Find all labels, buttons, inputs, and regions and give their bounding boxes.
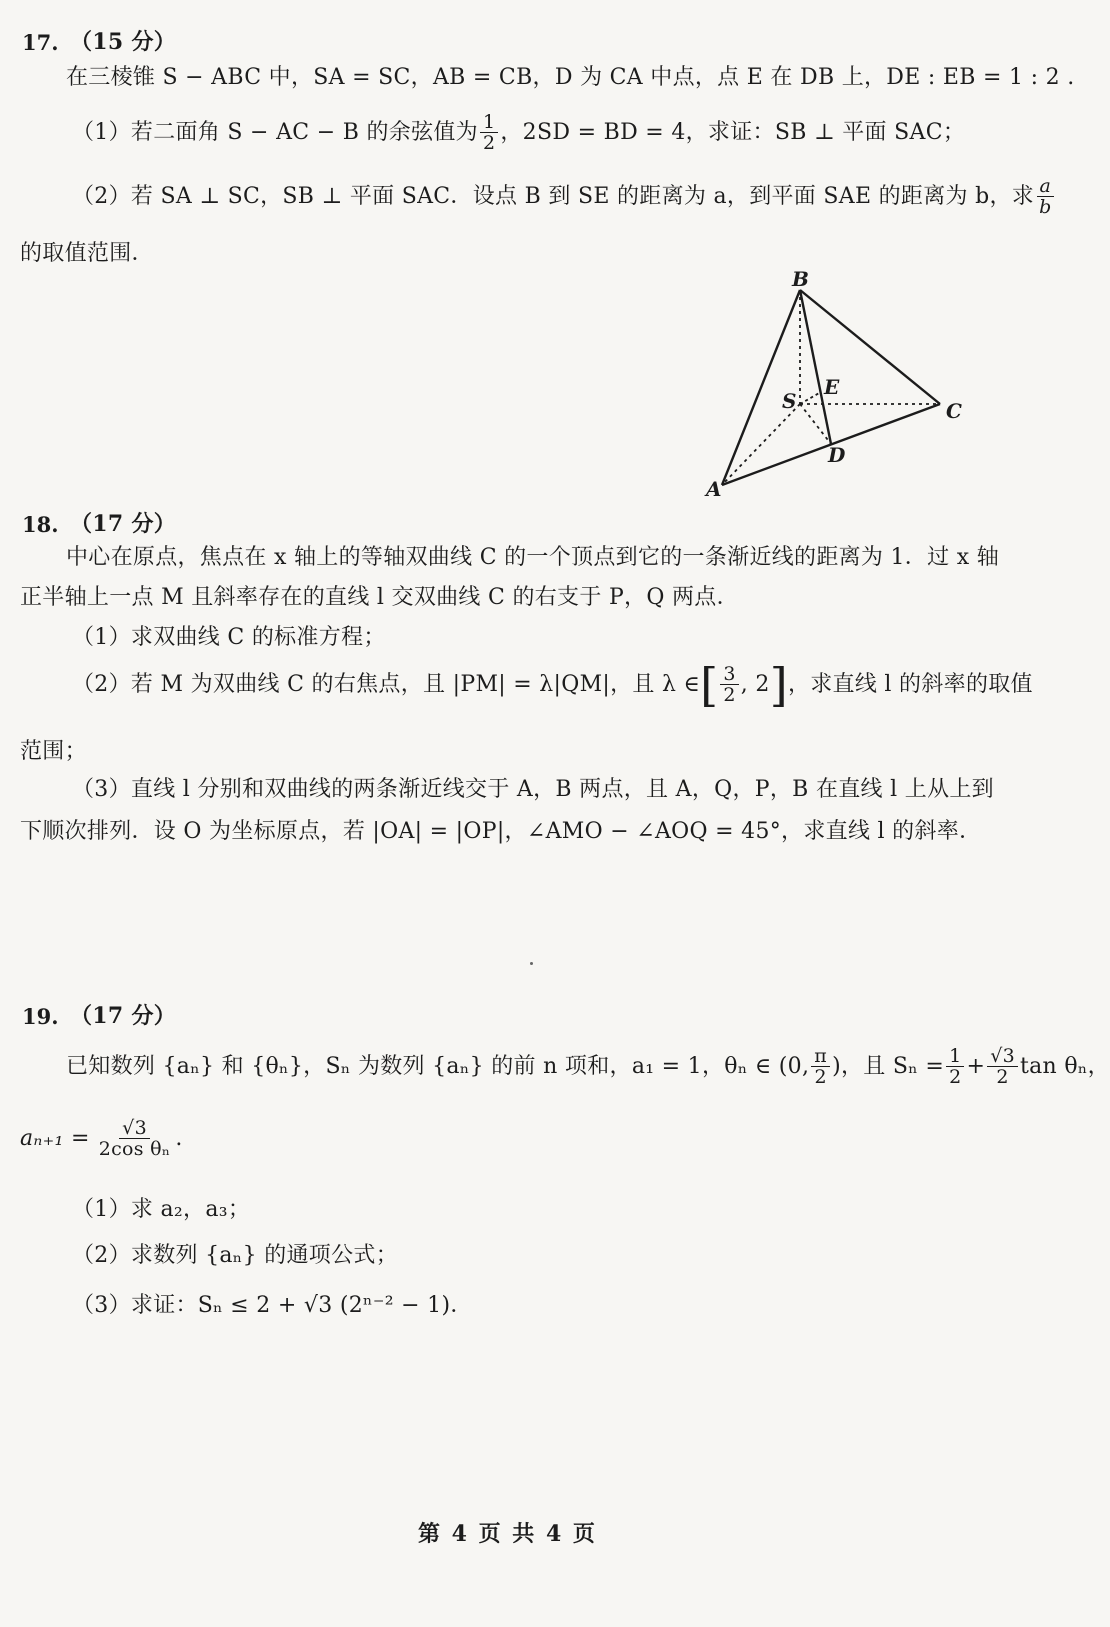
- q17-number: 17.: [22, 30, 59, 55]
- q18-part3-line2: 下顺次排列．设 O 为坐标原点，若 |OA| = |OP|，∠AMO − ∠AOQ = 45°，求直线 l 的斜率．: [20, 819, 982, 844]
- q19-number: 19.: [22, 1004, 59, 1029]
- q18-part2-frac-top: 3: [720, 664, 738, 685]
- q17-part1-text-b: ，2SD = BD = 4，求证：SB ⊥ 平面 SAC；: [500, 119, 966, 145]
- q19-rec-fraction: [96, 1118, 174, 1159]
- q18-stem-line2: 正半轴上一点 M 且斜率存在的直线 l 交双曲线 C 的右支于 P，Q 两点．: [20, 585, 739, 610]
- q18-part2: [72, 657, 1033, 712]
- q19-part1: （1）求 a₂，a₃；: [72, 1197, 251, 1222]
- q18-part2-text-b: , 2: [740, 671, 770, 697]
- q19-score: （17 分）: [70, 1003, 177, 1029]
- q18-part2-fraction: [720, 664, 738, 705]
- label-e: E: [824, 375, 840, 399]
- q19-frac3-top: √3: [987, 1046, 1018, 1067]
- edge-bc: [800, 290, 940, 404]
- q17-part2-frac-bot: b: [1039, 196, 1052, 218]
- label-b: B: [792, 267, 809, 291]
- q17-score: （15 分）: [70, 29, 177, 55]
- edge-se: [800, 392, 821, 404]
- q17-part2-text-b: 的取值范围．: [20, 241, 154, 266]
- q19-stem-frac-half: [946, 1046, 964, 1087]
- tetrahedron-figure: [690, 268, 990, 504]
- q18-part2-text-a: （2）若 M 为双曲线 C 的右焦点，且 |PM| = λ|QM|，且 λ ∈: [72, 671, 701, 697]
- q19-stem: [66, 1046, 1110, 1087]
- q19-frac3-bot: 2: [996, 1066, 1009, 1088]
- q19-rec-top: √3: [119, 1118, 150, 1139]
- q17-part2-fraction: [1036, 176, 1054, 217]
- q19-frac2-top: 1: [946, 1046, 964, 1067]
- q19-stem-text-b: )，且 Sₙ =: [832, 1053, 945, 1079]
- label-d: D: [828, 443, 846, 467]
- q18-part2-frac-bot: 2: [723, 684, 736, 706]
- q19-stem-frac-pi: [811, 1046, 830, 1087]
- q17-part2: [72, 176, 1057, 217]
- q19-rec-lhs: aₙ₊₁ =: [20, 1125, 90, 1151]
- q19-frac1-top: π: [811, 1046, 830, 1067]
- scan-speck: [530, 962, 533, 965]
- edge-ab: [722, 290, 800, 485]
- label-s: S: [782, 389, 797, 413]
- q17-part1-frac-top: 1: [480, 112, 498, 133]
- q18-right-bracket: ]: [769, 657, 788, 712]
- q17-part1-frac-bot: 2: [482, 132, 496, 154]
- q19-frac1-bot: 2: [814, 1066, 827, 1088]
- edge-bd: [800, 290, 831, 444]
- q19-recurrence: [20, 1118, 183, 1159]
- page-footer: 第 4 页 共 4 页: [418, 1521, 597, 1547]
- q18-number: 18.: [22, 512, 59, 537]
- q19-part2: （2）求数列 {aₙ} 的通项公式；: [72, 1243, 399, 1268]
- q18-left-bracket: [: [700, 657, 719, 712]
- q19-stem-text-a: 已知数列 {aₙ} 和 {θₙ}，Sₙ 为数列 {aₙ} 的前 n 项和，a₁ = 1，θₙ ∈ (0,: [66, 1053, 810, 1079]
- q17-part1-fraction: [480, 112, 498, 153]
- q18-score: （17 分）: [70, 511, 177, 537]
- q17-part1-text-a: （1）若二面角 S − AC − B 的余弦值为: [72, 119, 478, 145]
- q19-rec-end: .: [175, 1125, 183, 1151]
- q17-part1: [72, 112, 965, 153]
- q18-part1: （1）求双曲线 C 的标准方程；: [72, 625, 386, 650]
- q18-part3-line1: （3）直线 l 分别和双曲线的两条渐近线交于 A，B 两点，且 A，Q，P，B 在直线 l 上从上到: [72, 777, 994, 802]
- q17-stem: 在三棱锥 S − ABC 中，SA = SC，AB = CB，D 为 CA 中点，点 E 在 DB 上，DE : EB = 1 : 2 .: [66, 65, 1075, 90]
- q17-part2-frac-top: a: [1037, 176, 1055, 197]
- q19-part3: （3）求证：Sₙ ≤ 2 + √3 (2ⁿ⁻² − 1)．: [72, 1293, 473, 1318]
- q19-stem-text-c: +: [966, 1053, 986, 1079]
- q17-part2-text-a: （2）若 SA ⊥ SC，SB ⊥ 平面 SAC．设点 B 到 SE 的距离为 a，到平面 SAE 的距离为 b，求: [72, 183, 1035, 209]
- label-a: A: [706, 477, 722, 501]
- q19-stem-text-d: tan θₙ，: [1020, 1053, 1110, 1079]
- q19-rec-bot: 2cos θₙ: [98, 1138, 171, 1160]
- q18-part2-line2: 范围；: [20, 739, 87, 764]
- q18-part2-text-c: ，求直线 l 的斜率的取值: [787, 671, 1033, 697]
- q18-stem-line1: 中心在原点，焦点在 x 轴上的等轴双曲线 C 的一个顶点到它的一条渐近线的距离为 1．过 x 轴: [66, 545, 999, 570]
- q19-frac2-bot: 2: [949, 1066, 962, 1088]
- label-c: C: [946, 399, 962, 423]
- q19-stem-frac-sqrt3: [987, 1046, 1018, 1087]
- edge-sa: [722, 404, 800, 485]
